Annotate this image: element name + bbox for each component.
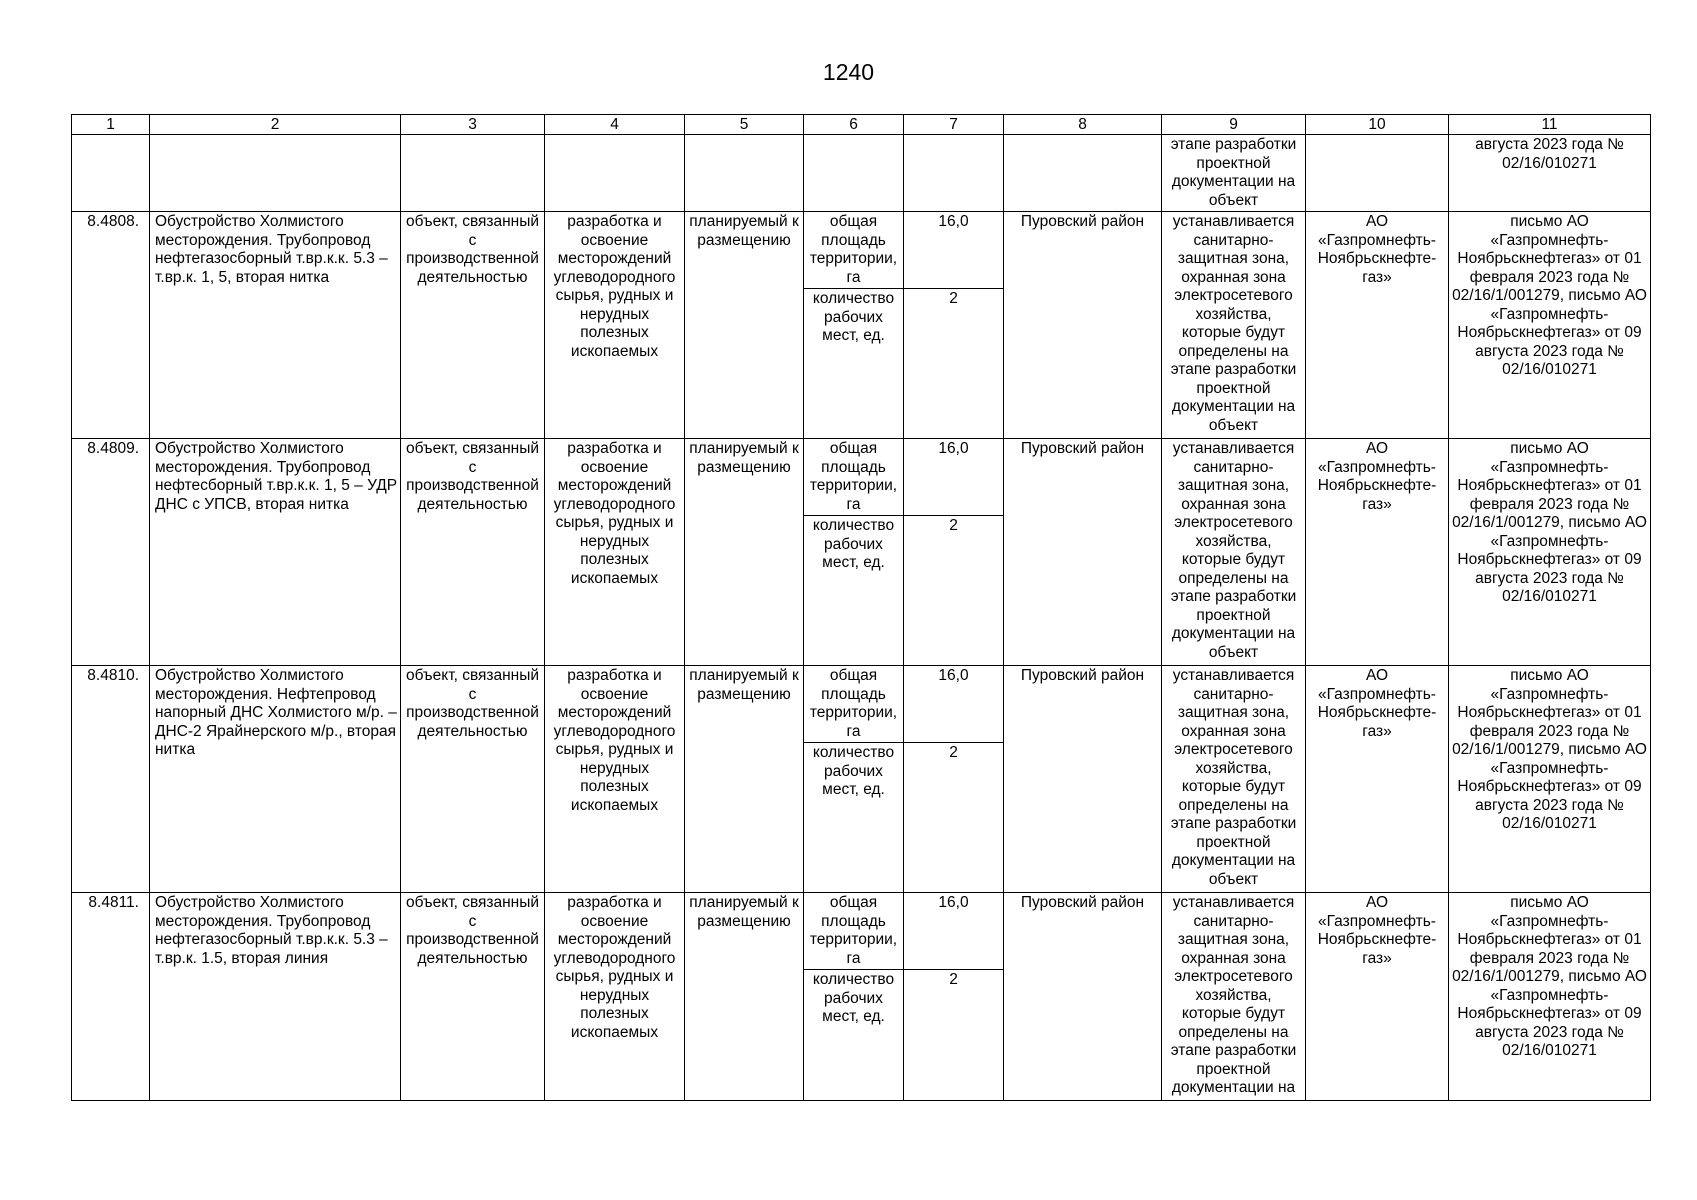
object-type: объект, связанный с производственной деятельностью <box>401 439 545 666</box>
param-name: количество рабочих мест, ед. <box>804 516 904 666</box>
zone-cell: устанавливается санитарно-защитная зона, охранная зона электросетевого хозяйства, которые будут определены на этапе разработки проектной документации на объект <box>1162 439 1306 666</box>
param-value: 16,0 <box>904 212 1004 289</box>
zone-cell: устанавливается санитарно-защитная зона, охранная зона электросетевого хозяйства, которые будут определены на этапе разработки проектной документации на <box>1162 893 1306 1101</box>
table-row <box>72 439 1651 516</box>
object-name: Обустройство Холмистого месторождения. Нефтепровод напорный ДНС Холмистого м/р. – ДНС-2 Ярайнерского м/р., вторая нитка <box>150 666 401 893</box>
object-location: Пуровский район <box>1004 666 1162 893</box>
table-row <box>72 212 1651 289</box>
object-name: Обустройство Холмистого месторождения. Трубопровод нефтегазосборный т.вр.к.к. 5.3 – т.вр.к. 1, 5, вторая нитка <box>150 212 401 439</box>
param-name: общая площадь территории, га <box>804 212 904 289</box>
object-purpose: разработка и освоение месторождений углеводородного сырья, рудных и нерудных полезных ископаемых <box>545 893 685 1101</box>
object-purpose: разработка и освоение месторождений углеводородного сырья, рудных и нерудных полезных ископаемых <box>545 439 685 666</box>
zone-cell: устанавливается санитарно-защитная зона, охранная зона электросетевого хозяйства, которые будут определены на этапе разработки проектной документации на объект <box>1162 666 1306 893</box>
column-header: 1 <box>72 115 150 135</box>
zone-cell: этапе разработки проектной документации на объект <box>1162 135 1306 212</box>
param-value: 16,0 <box>904 893 1004 970</box>
column-header: 11 <box>1449 115 1651 135</box>
object-status: планируемый к размещению <box>685 893 804 1101</box>
organization: АО «Газпромнефть-Ноябрьскнефте-газ» <box>1306 893 1449 1101</box>
basis-cell: письмо АО «Газпромнефть-Ноябрьскнефтегаз» от 01 февраля 2023 года № 02/16/1/001279, письмо АО «Газпромнефть-Ноябрьскнефтегаз» от 09 августа 2023 года № 02/16/010271 <box>1449 439 1651 666</box>
column-header: 4 <box>545 115 685 135</box>
basis-cell: письмо АО «Газпромнефть-Ноябрьскнефтегаз» от 01 февраля 2023 года № 02/16/1/001279, письмо АО «Газпромнефть-Ноябрьскнефтегаз» от 09 августа 2023 года № 02/16/010271 <box>1449 666 1651 893</box>
objects-table <box>71 114 1651 1101</box>
column-header: 5 <box>685 115 804 135</box>
param-name: количество рабочих мест, ед. <box>804 970 904 1101</box>
object-type: объект, связанный с производственной деятельностью <box>401 212 545 439</box>
param-value: 2 <box>904 970 1004 1101</box>
object-type: объект, связанный с производственной деятельностью <box>401 893 545 1101</box>
organization: АО «Газпромнефть-Ноябрьскнефте-газ» <box>1306 212 1449 439</box>
param-value: 2 <box>904 743 1004 893</box>
object-location: Пуровский район <box>1004 212 1162 439</box>
page-number: 1240 <box>822 59 875 85</box>
column-header: 9 <box>1162 115 1306 135</box>
object-type: объект, связанный с производственной деятельностью <box>401 666 545 893</box>
row-number: 8.4811. <box>72 893 150 1101</box>
param-value: 2 <box>904 289 1004 439</box>
object-status: планируемый к размещению <box>685 666 804 893</box>
param-value: 2 <box>904 516 1004 666</box>
object-name: Обустройство Холмистого месторождения. Трубопровод нефтесборный т.вр.к.к. 1, 5 – УДР ДНС с УПСВ, вторая нитка <box>150 439 401 666</box>
param-name: количество рабочих мест, ед. <box>804 743 904 893</box>
param-name: общая площадь территории, га <box>804 439 904 516</box>
param-value: 16,0 <box>904 666 1004 743</box>
zone-cell: устанавливается санитарно-защитная зона, охранная зона электросетевого хозяйства, которые будут определены на этапе разработки проектной документации на объект <box>1162 212 1306 439</box>
object-status: планируемый к размещению <box>685 439 804 666</box>
object-purpose: разработка и освоение месторождений углеводородного сырья, рудных и нерудных полезных ископаемых <box>545 666 685 893</box>
column-numbers-row <box>72 115 1651 135</box>
row-number: 8.4809. <box>72 439 150 666</box>
basis-cell: письмо АО «Газпромнефть-Ноябрьскнефтегаз» от 01 февраля 2023 года № 02/16/1/001279, письмо АО «Газпромнефть-Ноябрьскнефтегаз» от 09 августа 2023 года № 02/16/010271 <box>1449 893 1651 1101</box>
param-name: количество рабочих мест, ед. <box>804 289 904 439</box>
table-row <box>72 893 1651 970</box>
basis-cell: августа 2023 года № 02/16/010271 <box>1449 135 1651 212</box>
object-name: Обустройство Холмистого месторождения. Трубопровод нефтегазосборный т.вр.к.к. 5.3 – т.вр.к. 1.5, вторая линия <box>150 893 401 1101</box>
column-header: 7 <box>904 115 1004 135</box>
row-number: 8.4808. <box>72 212 150 439</box>
row-number: 8.4810. <box>72 666 150 893</box>
basis-cell: письмо АО «Газпромнефть-Ноябрьскнефтегаз» от 01 февраля 2023 года № 02/16/1/001279, письмо АО «Газпромнефть-Ноябрьскнефтегаз» от 09 августа 2023 года № 02/16/010271 <box>1449 212 1651 439</box>
object-status: планируемый к размещению <box>685 212 804 439</box>
table-row <box>72 666 1651 743</box>
column-header: 6 <box>804 115 904 135</box>
column-header: 10 <box>1306 115 1449 135</box>
object-location: Пуровский район <box>1004 893 1162 1101</box>
object-purpose: разработка и освоение месторождений углеводородного сырья, рудных и нерудных полезных ископаемых <box>545 212 685 439</box>
column-header: 2 <box>150 115 401 135</box>
continuation-row <box>72 135 1651 212</box>
column-header: 3 <box>401 115 545 135</box>
param-name: общая площадь территории, га <box>804 666 904 743</box>
organization: АО «Газпромнефть-Ноябрьскнефте-газ» <box>1306 666 1449 893</box>
organization: АО «Газпромнефть-Ноябрьскнефте-газ» <box>1306 439 1449 666</box>
object-location: Пуровский район <box>1004 439 1162 666</box>
column-header: 8 <box>1004 115 1162 135</box>
param-value: 16,0 <box>904 439 1004 516</box>
param-name: общая площадь территории, га <box>804 893 904 970</box>
